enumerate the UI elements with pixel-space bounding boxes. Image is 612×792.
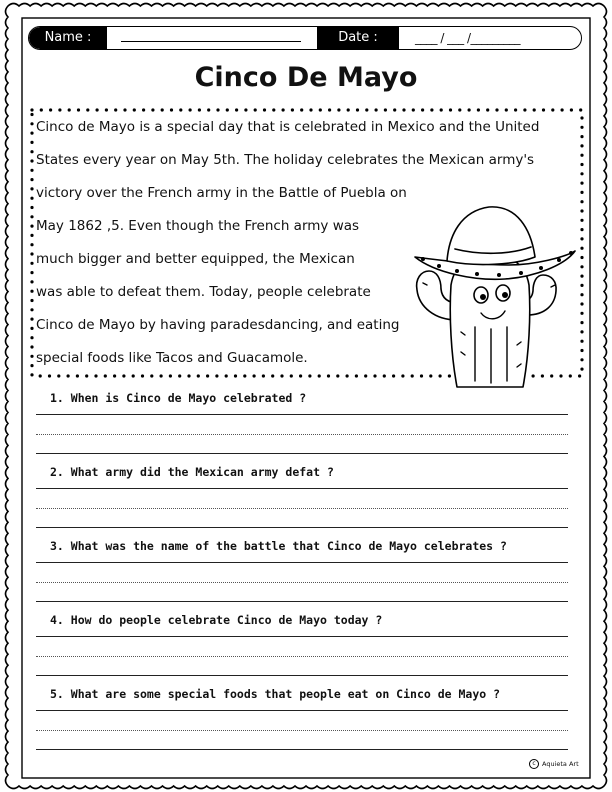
question-3: 3. What was the name of the battle that Cinco de Mayo celebrates ? bbox=[50, 539, 507, 553]
passage-line: Cinco de Mayo by having paradesdancing, and eating bbox=[36, 317, 400, 333]
question-4: 4. How do people celebrate Cinco de Mayo today ? bbox=[50, 613, 383, 627]
passage-line: was able to defeat them. Today, people celebrate bbox=[36, 284, 371, 300]
passage-line: much bigger and better equipped, the Mexican bbox=[36, 251, 355, 267]
page-title: Cinco De Mayo bbox=[194, 62, 418, 93]
answer-line[interactable] bbox=[36, 749, 568, 750]
sombrero-cactus-icon bbox=[405, 195, 583, 391]
answer-line[interactable] bbox=[36, 453, 568, 454]
question-5: 5. What are some special foods that people eat on Cinco de Mayo ? bbox=[50, 687, 501, 701]
credit bbox=[529, 759, 579, 769]
header-bar bbox=[28, 26, 582, 50]
credit-text: Aquieta Art bbox=[542, 760, 579, 768]
answer-line[interactable] bbox=[36, 636, 568, 637]
answer-line[interactable] bbox=[36, 675, 568, 676]
name-field[interactable] bbox=[121, 41, 301, 42]
passage-line: special foods like Tacos and Guacamole. bbox=[36, 350, 308, 366]
question-1: 1. When is Cinco de Mayo celebrated ? bbox=[50, 391, 307, 405]
answer-line[interactable] bbox=[36, 434, 568, 435]
question-2: 2. What army did the Mexican army defat ? bbox=[50, 465, 334, 479]
answer-line[interactable] bbox=[36, 414, 568, 415]
passage-line: Cinco de Mayo is a special day that is celebrated in Mexico and the United bbox=[36, 119, 540, 135]
name-label: Name : bbox=[29, 27, 107, 49]
passage-line: May 1862 ,5. Even though the French army was bbox=[36, 218, 360, 234]
answer-line[interactable] bbox=[36, 710, 568, 711]
answer-line[interactable] bbox=[36, 562, 568, 563]
answer-line[interactable] bbox=[36, 601, 568, 602]
answer-line[interactable] bbox=[36, 656, 568, 657]
answer-line[interactable] bbox=[36, 730, 568, 731]
answer-line[interactable] bbox=[36, 488, 568, 489]
date-label: Date : bbox=[317, 27, 399, 49]
passage-line: victory over the French army in the Battle of Puebla on bbox=[36, 185, 407, 201]
answer-line[interactable] bbox=[36, 582, 568, 583]
copyright-icon: c bbox=[529, 759, 539, 769]
answer-line[interactable] bbox=[36, 527, 568, 528]
passage-line: States every year on May 5th. The holiday celebrates the Mexican army's bbox=[36, 152, 535, 168]
date-field[interactable]: ____ / ___ /_________ bbox=[415, 31, 521, 45]
answer-line[interactable] bbox=[36, 508, 568, 509]
